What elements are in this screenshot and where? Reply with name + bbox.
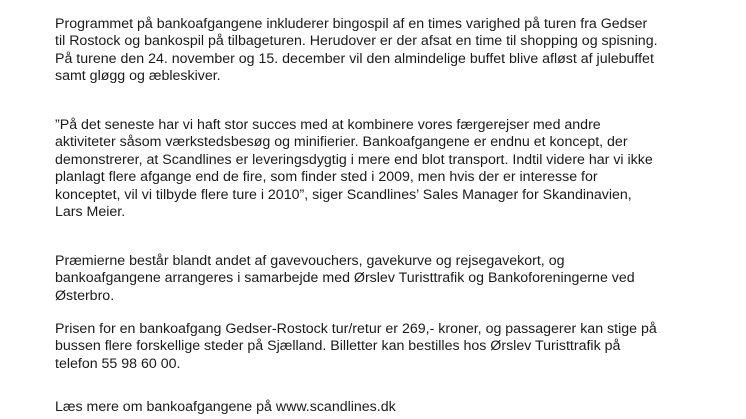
- text-line: På turene den 24. november og 15. december vil den almindelige buffet blive afløst af julebuffet: [55, 50, 654, 67]
- text-line: konceptet, vil vi tilbyde flere ture i 2010”, siger Scandlines’ Sales Manager for Skandinavien,: [55, 186, 632, 203]
- text-line: Programmet på bankoafgangene inkluderer bingospil af en times varighed på turen fra Gedser: [55, 16, 648, 32]
- text-line: demonstrerer, at Scandlines er leveringsdygtig i mere end blot transport. Indtil videre har vi ikke: [55, 151, 653, 168]
- text-line: Præmierne består blandt andet af gavevouchers, gavekurve og rejsegavekort, og: [55, 253, 565, 269]
- paragraph-quote: [55, 117, 735, 221]
- text-line: bankoafgangene arrangeres i samarbejde med Ørslev Turisttrafik og Bankoforeningerne ved: [55, 270, 635, 287]
- paragraph-price: [55, 321, 735, 373]
- text-line: Prisen for en bankoafgang Gedser-Rostock tur/retur er 269,- kroner, og passagerer kan stige på: [55, 321, 657, 337]
- text-line: planlagt flere afgange end de fire, som finder sted i 2009, men hvis der er interesse for: [55, 169, 598, 186]
- text-line: Østerbro.: [55, 287, 115, 304]
- text-line: samt gløgg og æbleskiver.: [55, 68, 221, 85]
- text-line: til Rostock og bankospil på tilbageturen. Herudover er der afsat en time til shopping og spisning.: [55, 33, 658, 50]
- read-more-line: Læs mere om bankoafgangene på www.scandlines.dk: [55, 399, 396, 415]
- paragraph-read-more: [55, 399, 735, 416]
- text-line: telefon 55 98 60 00.: [55, 355, 181, 372]
- text-line: Lars Meier.: [55, 204, 126, 221]
- text-line: bussen flere forskellige steder på Sjælland. Billetter kan bestilles hos Ørslev Turisttrafik på: [55, 338, 621, 355]
- paragraph-program: [55, 16, 735, 86]
- text-line: ”På det seneste har vi haft stor succes med at kombinere vores færgerejser med andre: [55, 117, 601, 133]
- paragraph-prizes: [55, 253, 735, 305]
- text-line: aktiviteter såsom værkstedsbesøg og minifierier. Bankoafgangene er endnu et koncept, der: [55, 134, 628, 151]
